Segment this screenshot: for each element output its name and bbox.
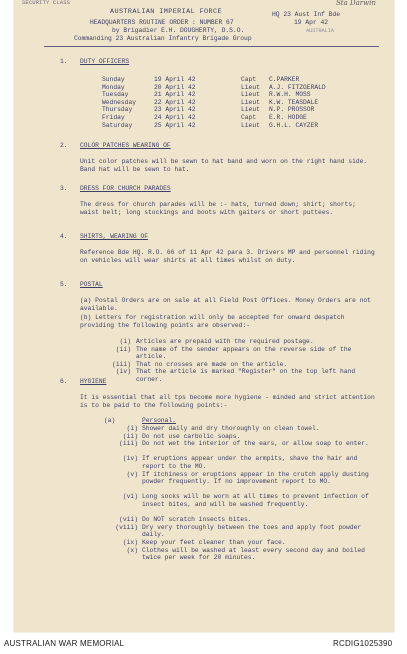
postal-item-text: That the article is marked "Register" on the top left hand corner. bbox=[136, 368, 356, 383]
postal-item-text: The name of the sender appears on the reverse side of the article. bbox=[136, 345, 352, 361]
hygiene-item-text: If eruptions appear under the armpits, shave the hair and report to the MO. bbox=[142, 455, 358, 470]
postal-item-label: (ii) bbox=[115, 345, 131, 353]
routine-order-number: HEADQUARTERS ROUTINE ORDER : NUMBER 67 bbox=[90, 19, 234, 26]
security-stamp: SECURITY CLASS bbox=[22, 0, 71, 6]
section-number: 2. bbox=[60, 142, 68, 149]
duty-officer: A.J. FITZGERALD bbox=[269, 83, 326, 91]
header-rule bbox=[44, 46, 379, 47]
hygiene-item-text: Long socks will be worn at all times to prevent infection of insect bites, and will be washed frequently. bbox=[142, 493, 369, 508]
subsection-label: (a) bbox=[104, 417, 116, 424]
handwritten-annotation: Sta Darwin bbox=[336, 0, 376, 7]
hygiene-item-text: Clothes will be washed at least every second day and boiled twice per week for 20 minutes. bbox=[142, 546, 365, 562]
section-heading: DRESS FOR CHURCH PARADES bbox=[80, 185, 171, 192]
duty-day: Saturday bbox=[102, 121, 133, 129]
hygiene-item-label: (vii) bbox=[119, 516, 138, 524]
duty-rank: Lieut bbox=[241, 121, 260, 129]
postal-item-label: (iii) bbox=[112, 360, 131, 368]
section-number: 3. bbox=[60, 185, 68, 192]
duty-officer: R.W.H. MOSS bbox=[269, 91, 311, 99]
hygiene-item-text: Shower daily and dry thoroughly on clean towel. bbox=[142, 425, 320, 432]
duty-rank: Capt bbox=[241, 76, 257, 83]
duty-date: 25 April 42 bbox=[154, 121, 196, 129]
location: AUSTRALIA bbox=[306, 28, 335, 34]
hygiene-item-label: (ix) bbox=[122, 539, 138, 546]
duty-date: 22 April 42 bbox=[154, 98, 196, 106]
postal-item-label: (i) bbox=[119, 338, 131, 345]
section-number: 6. bbox=[60, 378, 68, 385]
section-text: Unit color patches will be sewn to hat band and worn on the right hand side. Band hat will be sewn to hat. bbox=[80, 158, 368, 173]
hygiene-item-label: (vi) bbox=[122, 493, 138, 501]
issuing-officer: by Brigadier E.H. DOUGHERTY, D.S.O. bbox=[112, 27, 245, 34]
duty-date: 20 April 42 bbox=[154, 83, 196, 91]
hygiene-item-label: (iv) bbox=[122, 455, 138, 463]
hygiene-item-label: (ii) bbox=[122, 432, 138, 440]
postal-item-label: (iv) bbox=[115, 368, 131, 376]
hygiene-item-text: Do not wet the interior of the ears, or allow soap to enter. bbox=[142, 440, 369, 448]
section-number: 5. bbox=[60, 281, 68, 288]
hygiene-item-text: Keep your feet cleaner than your face. bbox=[142, 539, 286, 546]
hygiene-item-text: Do not use carbolic soaps. bbox=[142, 432, 241, 440]
duty-day: Tuesday bbox=[102, 91, 129, 99]
document-page bbox=[14, 0, 394, 632]
section-heading: SHIRTS, WEARING OF bbox=[80, 233, 149, 240]
hygiene-item-text: Do NOT scratch insects bites. bbox=[142, 516, 252, 524]
postal-para-b: (b) Letters for registration will only be accepted for onward despatch providing the following points are observed:- bbox=[80, 314, 345, 329]
section-heading: POSTAL bbox=[80, 281, 103, 288]
section-text: The dress for church parades will be :- hats, turned down; shirt; shorts; waist belt; long stockings and boots with gaiters or short puttees. bbox=[80, 201, 356, 216]
duty-day: Friday bbox=[102, 114, 125, 121]
subsection-heading: Personal. bbox=[142, 417, 177, 424]
document-title: AUSTRALIAN IMPERIAL FORCE bbox=[110, 8, 222, 16]
duty-officer: N.P. PROSSOR bbox=[269, 106, 315, 114]
document-date: 19 Apr 42 bbox=[294, 19, 329, 26]
postal-para-a: (a) Postal Orders are on sale at all Field Post Offices. Money Orders are not available. bbox=[80, 297, 371, 312]
hygiene-item-label: (iii) bbox=[119, 440, 138, 448]
duty-officer: E.R. HODGE bbox=[269, 114, 307, 121]
duty-rank: Lieut bbox=[241, 98, 260, 106]
hygiene-item-label: (x) bbox=[126, 546, 138, 554]
duty-officer: K.W. TEASDALE bbox=[269, 98, 319, 106]
postal-item-text: Articles are prepaid with the required postage. bbox=[136, 338, 314, 345]
section-heading: COLOR PATCHES WEARING OF bbox=[80, 142, 171, 149]
duty-day: Sunday bbox=[102, 76, 125, 83]
section-heading: DUTY OFFICERS bbox=[80, 58, 130, 65]
hygiene-item-text: Dry very thoroughly between the toes and apply foot powder daily. bbox=[142, 523, 362, 539]
postal-item-text: That no crosses are made on the article. bbox=[136, 360, 288, 368]
duty-rank: Lieut bbox=[241, 91, 260, 99]
section-number: 4. bbox=[60, 233, 68, 240]
duty-date: 24 April 42 bbox=[154, 114, 196, 121]
hq-reference: HQ 23 Aust Inf Bde bbox=[272, 11, 341, 18]
hygiene-item-label: (viii) bbox=[115, 523, 138, 531]
hygiene-item-text: If itchiness or eruptions appear in the crutch apply dusting powder frequently. If no improvement report to MO. bbox=[142, 470, 369, 486]
section-text: Reference Bde HQ. R.O. 66 of 11 Apr 42 para 3. Drivers MP and personnel riding on vehicles will wear shirts at all times whilst on duty. bbox=[80, 249, 375, 264]
section-heading: HYGIENE bbox=[80, 378, 107, 385]
duty-date: 21 April 42 bbox=[154, 91, 196, 99]
archive-credit: AUSTRALIAN WAR MEMORIAL bbox=[4, 639, 125, 648]
hygiene-item-label: (v) bbox=[126, 470, 138, 478]
section-text: It is essential that all tps become more hygiene - minded and strict attention is to be paid to the following points:- bbox=[80, 394, 375, 409]
duty-rank: Lieut bbox=[241, 83, 260, 91]
duty-day: Wednesday bbox=[102, 98, 137, 106]
archive-reference: RCDIG1025390 bbox=[333, 639, 393, 648]
command-line: Commanding 23 Australian Infantry Brigade Group bbox=[74, 35, 252, 42]
duty-day: Thursday bbox=[102, 106, 133, 114]
duty-date: 23 April 42 bbox=[154, 106, 196, 114]
duty-rank: Lieut bbox=[241, 106, 260, 114]
duty-date: 19 April 42 bbox=[154, 76, 196, 83]
duty-officer: G.H.L. CAYZER bbox=[269, 121, 319, 129]
duty-officer: C.PARKER bbox=[269, 76, 300, 83]
hygiene-item-label: (i) bbox=[126, 425, 138, 432]
section-number: 1. bbox=[60, 58, 68, 65]
duty-day: Monday bbox=[102, 83, 125, 91]
duty-rank: Capt bbox=[241, 114, 257, 121]
